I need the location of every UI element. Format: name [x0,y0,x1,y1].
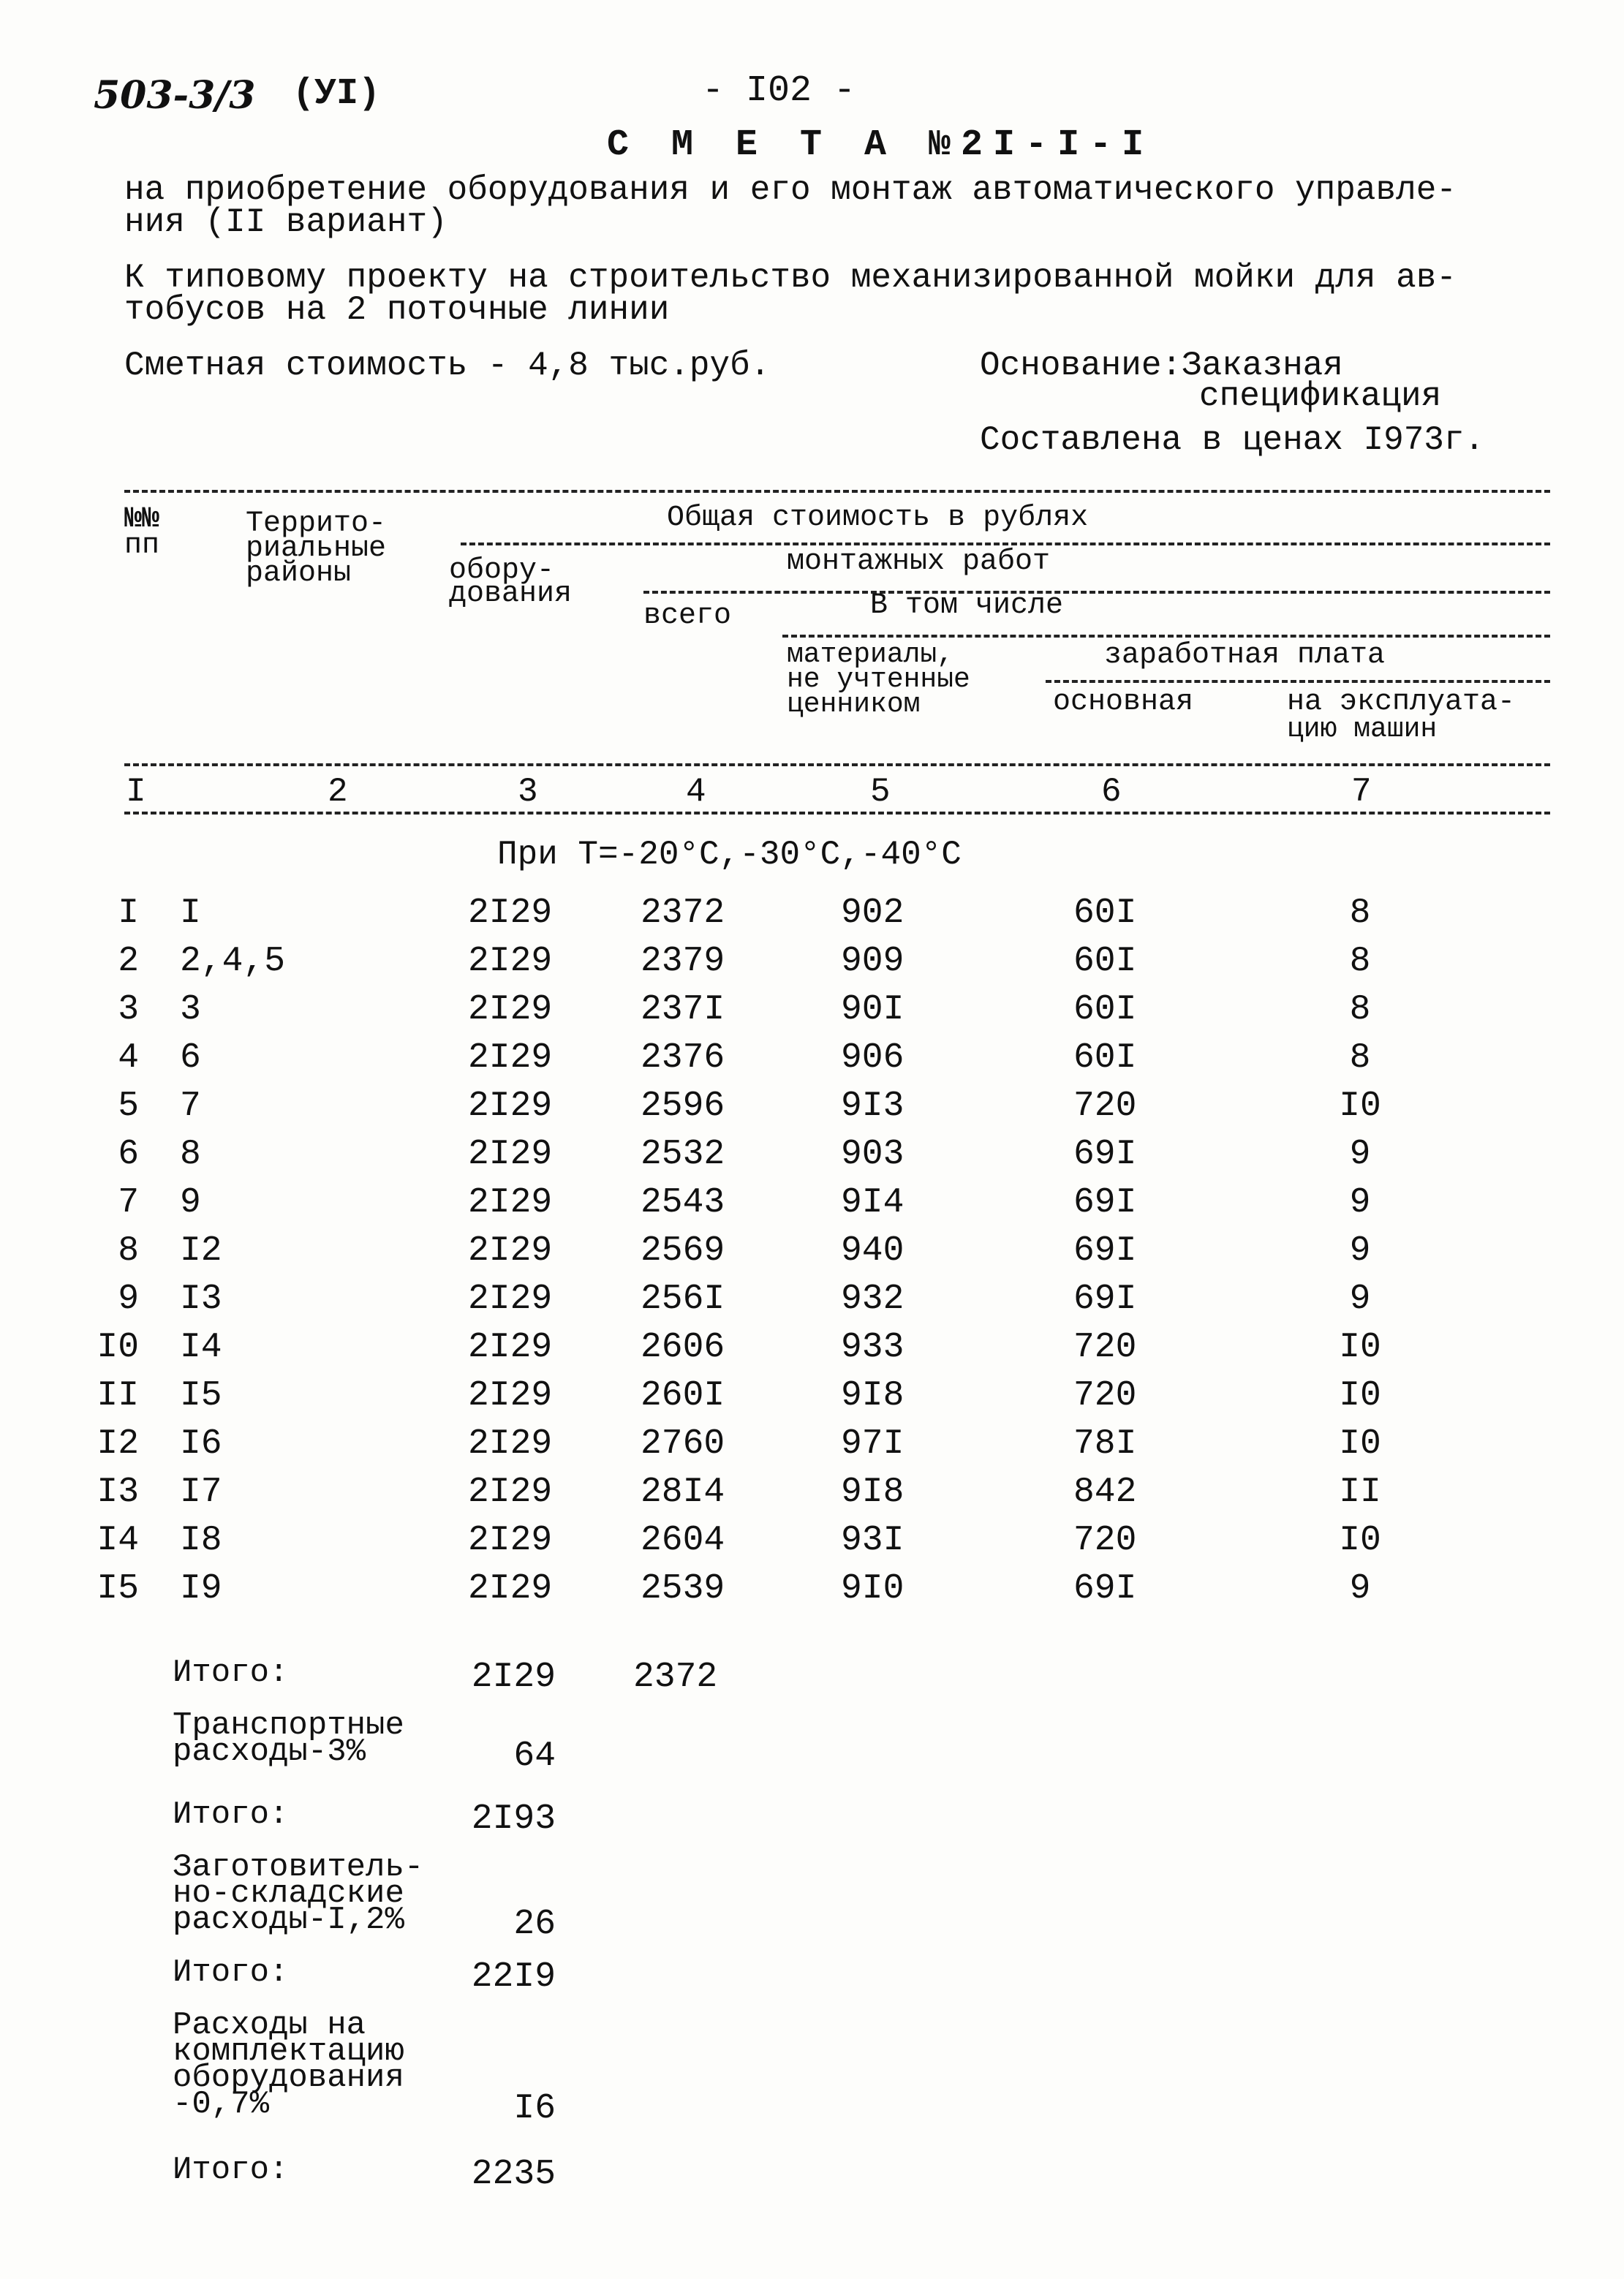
row-number: I2 [97,1424,139,1464]
row-region: I [180,893,201,933]
row-number: I3 [97,1473,139,1512]
including-header: В том числе [870,589,1064,622]
total-label: но-складские [173,1875,404,1912]
row-equipment-cost: 2I29 [468,1569,553,1609]
total-label: Итого: [173,1954,289,1991]
row-machine-wage: 9 [1349,1135,1371,1174]
col-num-header-2: пп [124,529,160,562]
row-number: I0 [97,1328,139,1367]
total-value: 2235 [471,2155,556,2194]
total-value: 64 [513,1736,556,1776]
row-machine-wage: 9 [1349,1280,1371,1319]
row-machine-wage: 8 [1349,990,1371,1029]
col-machines-header-1: на эксплуата- [1287,686,1516,719]
row-machine-wage: 9 [1349,1569,1371,1609]
total-label: расходы-I,2% [173,1902,404,1938]
estimate-title: С М Е Т А №2I-I-I [607,124,1155,166]
temperature-condition: При Т=-20°С,-30°С,-40°С [497,836,962,874]
row-machine-wage: 8 [1349,1038,1371,1078]
total-label: оборудования [173,2060,404,2096]
total-label: Итого: [173,1796,289,1833]
col-region-header-1: Террито- [246,507,387,540]
row-equipment-cost: 2I29 [468,990,553,1029]
row-machine-wage: I0 [1339,1424,1381,1464]
total-label: комплектацию [173,2033,404,2070]
row-basic-wage: 60I [1073,893,1137,933]
total-value: 22I9 [471,1957,556,1997]
row-equipment-cost: 2I29 [468,1135,553,1174]
row-region: 3 [180,990,201,1029]
row-materials-cost: 902 [841,893,904,933]
row-machine-wage: I0 [1339,1521,1381,1560]
row-materials-cost: 903 [841,1135,904,1174]
subtitle-line-1: на приобретение оборудования и его монтаж автоматического управле- [124,171,1457,209]
row-materials-cost: 940 [841,1231,904,1271]
header-rule-top [124,490,1550,493]
row-materials-cost: 93I [841,1521,904,1560]
row-basic-wage: 69I [1073,1183,1137,1222]
total-label: Итого: [173,1655,289,1691]
col-num-header: №№ [124,503,160,536]
row-equipment-cost: 2I29 [468,1231,553,1271]
row-region: 7 [180,1086,201,1126]
row-basic-wage: 69I [1073,1135,1137,1174]
row-materials-cost: 933 [841,1328,904,1367]
row-region: I4 [180,1328,222,1367]
row-number: I5 [97,1569,139,1609]
row-total-cost: 2532 [641,1135,725,1174]
row-equipment-cost: 2I29 [468,942,553,981]
row-region: I8 [180,1521,222,1560]
col-number-4: 4 [686,773,706,811]
row-total-cost: 237I [641,990,725,1029]
row-materials-cost: 906 [841,1038,904,1078]
row-materials-cost: 9I3 [841,1086,904,1126]
col-equipment-header-1: обору- [449,554,555,587]
row-region: I5 [180,1376,222,1416]
header-rule-6 [124,763,1550,766]
basis-line-2: спецификация [1199,377,1442,415]
row-equipment-cost: 2I29 [468,1183,553,1222]
col-basic-wage-header: основная [1053,686,1194,719]
row-equipment-cost: 2I29 [468,1424,553,1464]
row-materials-cost: 909 [841,942,904,981]
total-label: расходы-3% [173,1734,366,1770]
row-materials-cost: 9I8 [841,1473,904,1512]
row-number: I [118,893,139,933]
row-materials-cost: 97I [841,1424,904,1464]
row-equipment-cost: 2I29 [468,1521,553,1560]
total-label: Итого: [173,2152,289,2188]
row-region: 6 [180,1038,201,1078]
row-basic-wage: 69I [1073,1231,1137,1271]
col-number-7: 7 [1351,773,1372,811]
total-value: 26 [513,1905,556,1944]
row-machine-wage: I0 [1339,1086,1381,1126]
col-number-1: I [126,773,146,811]
row-number: 8 [118,1231,139,1271]
page-number: - I02 - [702,70,856,112]
row-total-cost: 260I [641,1376,725,1416]
header-rule-4 [782,635,1550,638]
row-equipment-cost: 2I29 [468,1328,553,1367]
row-total-cost: 2379 [641,942,725,981]
row-total-cost: 28I4 [641,1473,725,1512]
row-basic-wage: 842 [1073,1473,1137,1512]
row-equipment-cost: 2I29 [468,1473,553,1512]
row-number: 3 [118,990,139,1029]
header-rule-bottom [124,812,1550,815]
row-basic-wage: 60I [1073,990,1137,1029]
row-basic-wage: 60I [1073,942,1137,981]
total-label: Расходы на [173,2007,366,2044]
total-value: I6 [513,2089,556,2128]
estimate-cost: Сметная стоимость - 4,8 тыс.руб. [124,347,771,385]
row-total-cost: 2543 [641,1183,725,1222]
col-machines-header-2: цию машин [1287,714,1438,745]
project-line-1: К типовому проекту на строительство механизированной мойки для ав- [124,259,1457,297]
row-number: 6 [118,1135,139,1174]
row-number: 2 [118,942,139,981]
row-number: 4 [118,1038,139,1078]
row-equipment-cost: 2I29 [468,1038,553,1078]
row-machine-wage: 9 [1349,1183,1371,1222]
col-equipment-header-2: дования [449,578,573,611]
total-value-installation: 2372 [633,1658,718,1697]
row-basic-wage: 720 [1073,1328,1137,1367]
basis-line-1: Основание:Заказная [980,347,1343,385]
col-number-3: 3 [518,773,538,811]
total-cost-header: Общая стоимость в рублях [667,502,1089,534]
row-number: II [97,1376,139,1416]
col-number-5: 5 [870,773,891,811]
row-equipment-cost: 2I29 [468,893,553,933]
total-label: Транспортные [173,1707,404,1744]
doc-section: (УI) [292,73,381,115]
col-number-2: 2 [328,773,348,811]
row-materials-cost: 90I [841,990,904,1029]
row-equipment-cost: 2I29 [468,1086,553,1126]
col-region-header-2: риальные [246,532,387,565]
row-number: 9 [118,1280,139,1319]
row-number: I4 [97,1521,139,1560]
doc-code: 503-3/3 [94,73,256,118]
row-region: 9 [180,1183,201,1222]
row-region: I2 [180,1231,222,1271]
project-line-2: тобусов на 2 поточные линии [124,291,670,329]
row-basic-wage: 720 [1073,1376,1137,1416]
row-materials-cost: 932 [841,1280,904,1319]
col-materials-header-3: ценником [787,689,921,720]
row-machine-wage: I0 [1339,1328,1381,1367]
row-materials-cost: 9I4 [841,1183,904,1222]
row-machine-wage: 8 [1349,893,1371,933]
header-rule-3 [643,591,1550,594]
row-total-cost: 2569 [641,1231,725,1271]
row-total-cost: 2606 [641,1328,725,1367]
row-region: I7 [180,1473,222,1512]
row-total-cost: 2539 [641,1569,725,1609]
col-number-6: 6 [1101,773,1122,811]
row-region: I3 [180,1280,222,1319]
row-basic-wage: 60I [1073,1038,1137,1078]
total-value: 2I93 [471,1799,556,1839]
row-basic-wage: 69I [1073,1569,1137,1609]
row-basic-wage: 78I [1073,1424,1137,1464]
row-materials-cost: 9I8 [841,1376,904,1416]
row-region: 8 [180,1135,201,1174]
row-materials-cost: 9I0 [841,1569,904,1609]
col-region-header-3: районы [246,557,352,590]
row-basic-wage: 720 [1073,1521,1137,1560]
col-materials-header-2: не учтенные [787,664,970,695]
row-total-cost: 2376 [641,1038,725,1078]
row-region: I9 [180,1569,222,1609]
row-basic-wage: 720 [1073,1086,1137,1126]
total-label: -0,7% [173,2086,270,2123]
row-total-cost: 2604 [641,1521,725,1560]
row-number: 7 [118,1183,139,1222]
row-region: 2,4,5 [180,942,286,981]
row-region: I6 [180,1424,222,1464]
header-rule-5 [1046,680,1550,683]
wages-header: заработная плата [1104,639,1386,672]
col-materials-header-1: материалы, [787,639,954,670]
prices-year: Составлена в ценах I973г. [980,421,1485,459]
row-total-cost: 2760 [641,1424,725,1464]
row-machine-wage: I0 [1339,1376,1381,1416]
row-total-cost: 2596 [641,1086,725,1126]
subtitle-line-2: ния (II вариант) [124,203,447,241]
total-value: 2I29 [471,1658,556,1697]
row-number: 5 [118,1086,139,1126]
row-machine-wage: 9 [1349,1231,1371,1271]
row-machine-wage: 8 [1349,942,1371,981]
total-label: Заготовитель- [173,1849,424,1886]
row-basic-wage: 69I [1073,1280,1137,1319]
row-equipment-cost: 2I29 [468,1280,553,1319]
row-total-cost: 256I [641,1280,725,1319]
col-total-header: всего [643,600,732,632]
installation-header: монтажных работ [787,545,1051,578]
row-total-cost: 2372 [641,893,725,933]
row-machine-wage: II [1339,1473,1381,1512]
row-equipment-cost: 2I29 [468,1376,553,1416]
